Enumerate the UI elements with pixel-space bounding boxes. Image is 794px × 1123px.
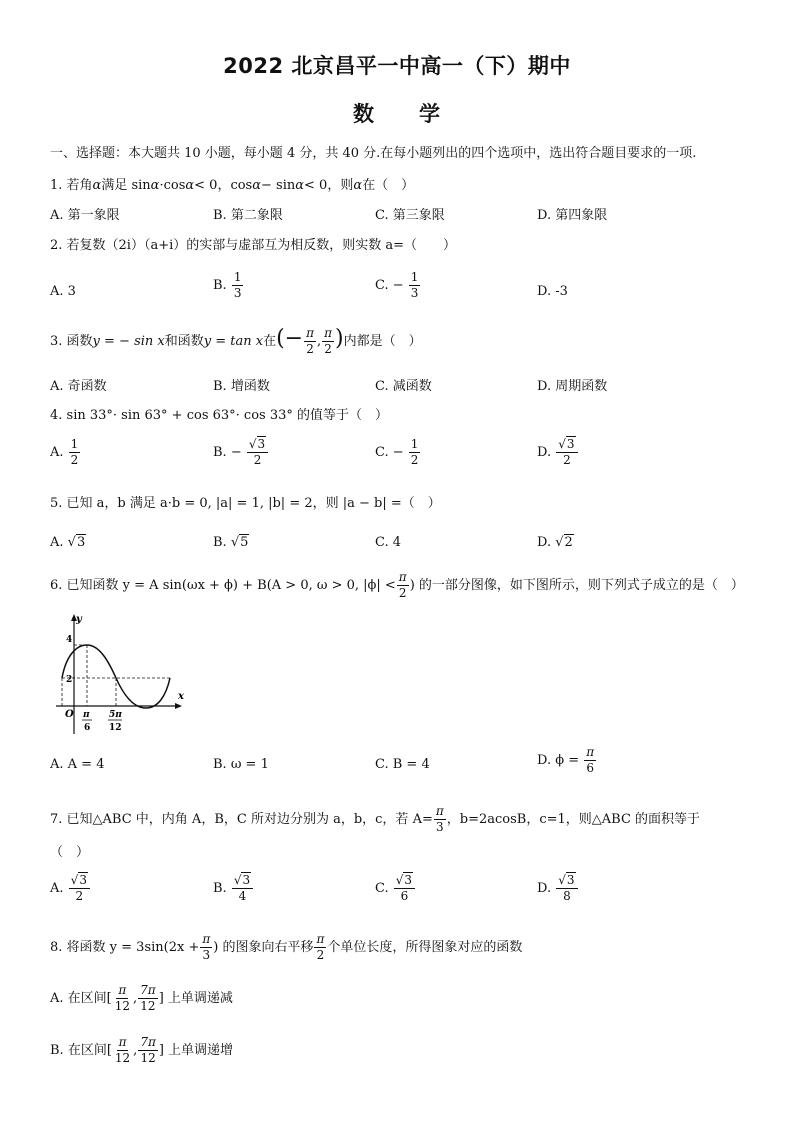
tick-pi6-den: 6 xyxy=(84,723,91,733)
question-5-stem: 5. 已知 a，b 满足 a·b = 0, |a| = 1, |b| = 2，则 |a − b| =（ ） xyxy=(50,496,441,511)
q3-option-c[interactable]: C. 减函数 xyxy=(375,379,432,394)
q8-option-a[interactable]: A. 在区间[ $\frac{\pi}{12}$ , $\frac{7\pi}{12}$ ] 上单调递减 xyxy=(50,983,233,1013)
q7-option-c[interactable]: C. $\frac{√3}{6}$ xyxy=(375,873,416,904)
q4-option-d[interactable]: D. $\frac{√3}{2}$ xyxy=(537,437,579,468)
q4-option-c[interactable]: C. − $\frac{1}{2}$ xyxy=(375,437,419,467)
q2-option-d[interactable]: D. -3 xyxy=(537,284,568,299)
q6-option-c[interactable]: C. B = 4 xyxy=(375,757,430,772)
q7-option-a[interactable]: A. $\frac{√3}{2}$ xyxy=(50,873,91,904)
q3-option-a[interactable]: A. 奇函数 xyxy=(50,379,107,394)
question-3-stem: 3. 函数y = − sin x和函数y = tan x在(− $\frac{\pi}{2}$ , $\frac{\pi}{2}$ )内都是（ ） xyxy=(50,326,422,356)
subject-title: 数 学 xyxy=(353,102,441,126)
question-7-stem: 7. 已知△ABC 中，内角 A，B，C 所对边分别为 a，b，c，若 A= $\frac{\pi}{3}$ ，b=2acosB，c=1，则△ABC 的面积等于 xyxy=(50,804,701,834)
q1-option-d[interactable]: D. 第四象限 xyxy=(537,208,608,223)
q1-option-a[interactable]: A. 第一象限 xyxy=(50,208,120,223)
section-instructions: 一、选择题：本大题共 10 小题，每小题 4 分，共 40 分.在每小题列出的四个选项中，选出符合题目要求的一项. xyxy=(50,146,697,161)
q5-option-d[interactable]: D. √2 xyxy=(537,535,573,550)
q8-option-b[interactable]: B. 在区间[ $\frac{\pi}{12}$ , $\frac{7\pi}{12}$ ] 上单调递增 xyxy=(50,1035,234,1065)
tick-5pi12-den: 12 xyxy=(109,723,122,733)
q5-option-b[interactable]: B. √5 xyxy=(213,535,249,550)
q2-option-a[interactable]: A. 3 xyxy=(50,284,76,299)
question-4-stem: 4. sin 33°· sin 63° + cos 63°· cos 33° 的值等于（ ） xyxy=(50,408,389,423)
q1-option-c[interactable]: C. 第三象限 xyxy=(375,208,445,223)
page-title: 2022 北京昌平一中高一（下）期中 xyxy=(223,54,571,78)
q6-option-b[interactable]: B. ω = 1 xyxy=(213,757,269,772)
tick-pi6-num: π xyxy=(83,710,90,720)
y-label: y xyxy=(76,614,82,625)
x-axis-arrow xyxy=(175,703,182,709)
q5-option-c[interactable]: C. 4 xyxy=(375,535,402,550)
q2-option-b[interactable]: B. $\frac{1}{3}$ xyxy=(213,270,242,300)
origin-label: O xyxy=(65,709,74,720)
fraction: $\frac{1}{3}$ xyxy=(410,270,419,300)
q1-option-b[interactable]: B. 第二象限 xyxy=(213,208,283,223)
q5-option-a[interactable]: A. √3 xyxy=(50,535,86,550)
question-7-paren: （ ） xyxy=(50,845,90,860)
q3-option-b[interactable]: B. 增函数 xyxy=(213,379,270,394)
q4-option-b[interactable]: B. − $\frac{√3}{2}$ xyxy=(213,437,269,468)
q7-option-d[interactable]: D. $\frac{√3}{8}$ xyxy=(537,873,579,904)
question-8-stem: 8. 将函数 y = 3sin(2x + $\frac{\pi}{3}$ ) 的图象向右平移 $\frac{\pi}{2}$ 个单位长度，所得图象对应的函数 xyxy=(50,932,523,962)
q3-option-d[interactable]: D. 周期函数 xyxy=(537,379,608,394)
question-2-stem: 2. 若复数（2i）（a+i）的实部与虚部互为相反数，则实数 a=（ ） xyxy=(50,238,457,253)
question-1-stem: 1. 若角α满足 sinα·cosα< 0，cosα− sinα< 0，则α在（ ） xyxy=(50,178,415,193)
x-label: x xyxy=(178,691,184,702)
function-graph xyxy=(52,612,192,740)
y4-label: 4 xyxy=(66,635,73,645)
q7-option-b[interactable]: B. $\frac{√3}{4}$ xyxy=(213,873,254,904)
q6-option-a[interactable]: A. A = 4 xyxy=(50,757,105,772)
q4-option-a[interactable]: A. $\frac{1}{2}$ xyxy=(50,437,79,467)
y2-label: 2 xyxy=(66,675,73,685)
fraction: $\frac{1}{3}$ xyxy=(233,270,242,300)
question-6-stem: 6. 已知函数 y = A sin(ωx + ϕ) + B(A > 0, ω > 0, |ϕ| < $\frac{\pi}{2}$ ) 的一部分图像，如下图所示，则下列式子成立的是（ ） xyxy=(50,570,744,600)
q6-option-d[interactable]: D. ϕ = $\frac{\pi}{6}$ xyxy=(537,745,595,775)
q2-option-c[interactable]: C. − $\frac{1}{3}$ xyxy=(375,270,419,300)
tick-5pi12-num: 5π xyxy=(109,710,122,720)
